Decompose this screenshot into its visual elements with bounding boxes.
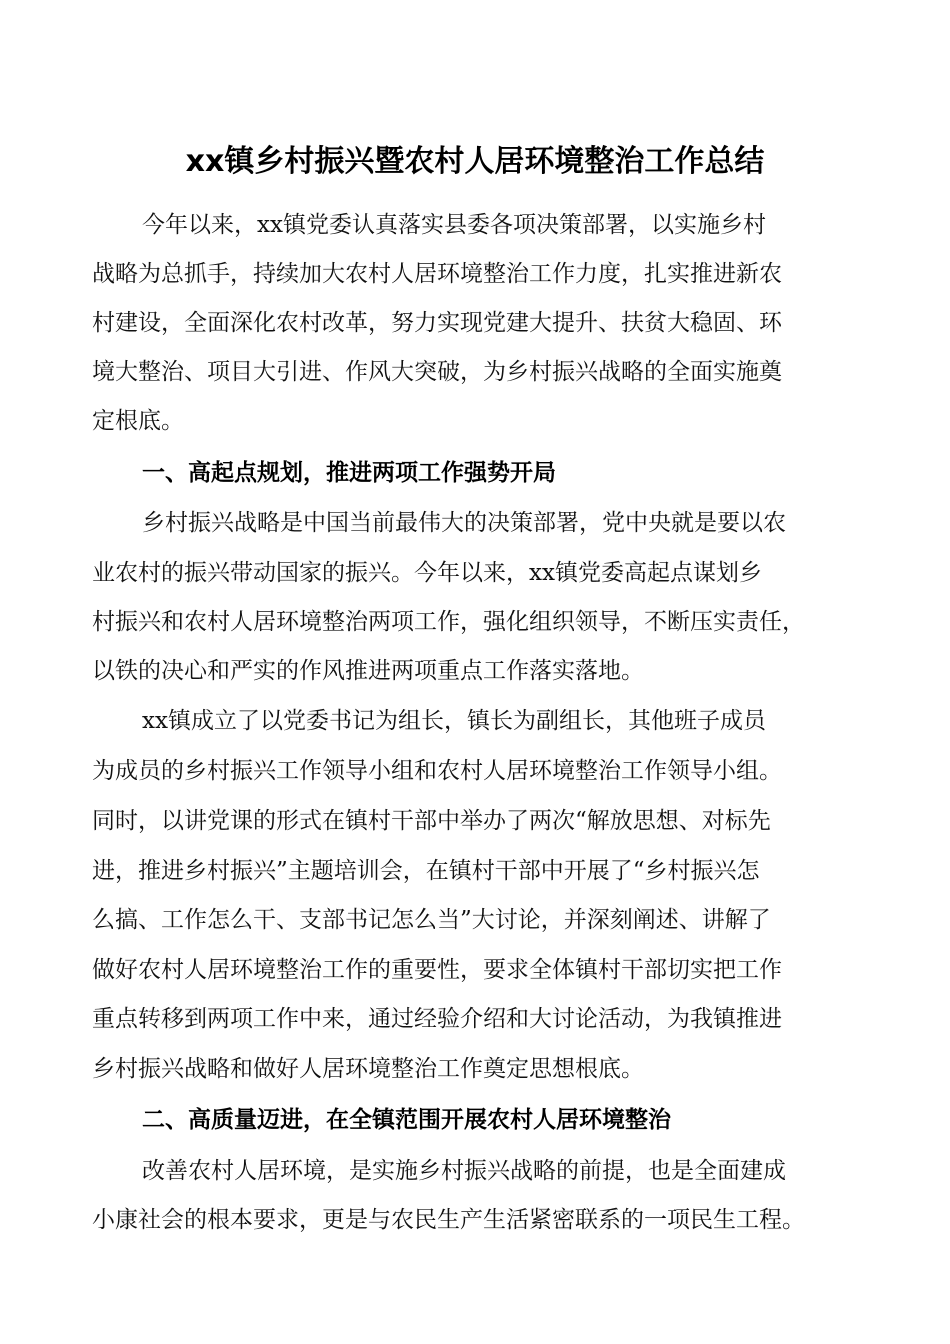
paragraph-line: xx镇成立了以党委书记为组长，镇长为副组长，其他班子成员	[142, 708, 766, 734]
paragraph-line: 乡村振兴战略是中国当前最伟大的决策部署，党中央就是要以农	[142, 510, 786, 536]
paragraph-line: 今年以来，xx镇党委认真落实县委各项决策部署，以实施乡村	[142, 212, 766, 238]
paragraph-line: 境大整治、项目大引进、作风大突破，为乡村振兴战略的全面实施奠	[92, 359, 782, 385]
paragraph-line: 乡村振兴战略和做好人居环境整治工作奠定思想根底。	[92, 1056, 644, 1082]
paragraph-line: 战略为总抓手，持续加大农村人居环境整治工作力度，扎实推进新农	[92, 261, 782, 287]
section-heading: 二、高质量迈进，在全镇范围开展农村人居环境整治	[142, 1107, 671, 1133]
paragraph-line: 小康社会的根本要求，更是与农民生产生活紧密联系的一项民生工程。	[92, 1207, 805, 1233]
paragraph-line: 么搞、工作怎么干、支部书记怎么当”大讨论，并深刻阐述、讲解了	[92, 907, 771, 933]
paragraph-line: 改善农村人居环境，是实施乡村振兴战略的前提，也是全面建成	[142, 1158, 786, 1184]
document-title: xx镇乡村振兴暨农村人居环境整治工作总结	[185, 144, 765, 179]
section-heading: 一、高起点规划，推进两项工作强势开局	[142, 460, 556, 486]
paragraph-line: 定根底。	[92, 408, 184, 434]
paragraph-line: 村振兴和农村人居环境整治两项工作，强化组织领导，不断压实责任，	[92, 609, 805, 635]
paragraph-line: 以铁的决心和严实的作风推进两项重点工作落实落地。	[92, 658, 644, 684]
paragraph-line: 进，推进乡村振兴”主题培训会，在镇村干部中开展了“乡村振兴怎	[92, 858, 760, 884]
paragraph-line: 村建设，全面深化农村改革，努力实现党建大提升、扶贫大稳固、环	[92, 310, 782, 336]
paragraph-line: 做好农村人居环境整治工作的重要性，要求全体镇村干部切实把工作	[92, 957, 782, 983]
paragraph-line: 重点转移到两项工作中来，通过经验介绍和大讨论活动，为我镇推进	[92, 1006, 782, 1032]
paragraph-line: 为成员的乡村振兴工作领导小组和农村人居环境整治工作领导小组。	[92, 758, 782, 784]
paragraph-line: 业农村的振兴带动国家的振兴。今年以来，xx镇党委高起点谋划乡	[92, 560, 762, 586]
paragraph-line: 同时，以讲党课的形式在镇村干部中举办了两次“解放思想、对标先	[92, 808, 771, 834]
